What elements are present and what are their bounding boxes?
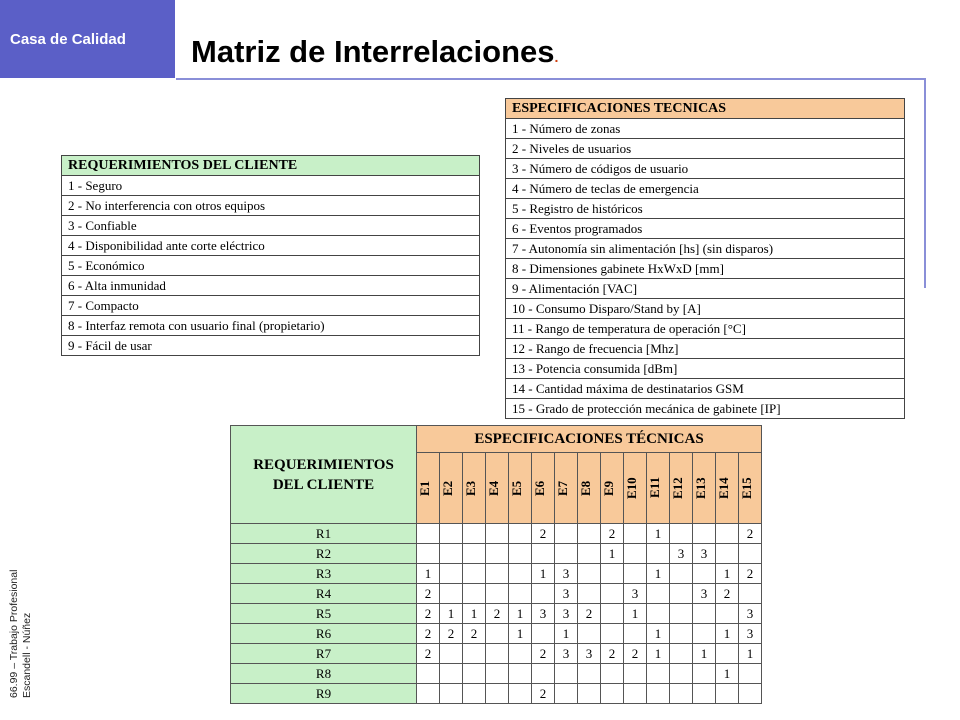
matrix-column-label: E7 [555, 453, 577, 523]
matrix-cell: 1 [440, 604, 463, 624]
matrix-column-header [670, 453, 693, 524]
matrix-cell: 1 [647, 624, 670, 644]
matrix-cell [739, 544, 762, 564]
matrix-column-label: E15 [739, 453, 761, 523]
matrix-cell: 1 [739, 644, 762, 664]
matrix-cell [624, 524, 647, 544]
specification-row [506, 119, 905, 139]
matrix-cell [440, 544, 463, 564]
interrelation-matrix [230, 425, 762, 704]
matrix-header-row [231, 426, 762, 453]
matrix-cell [693, 564, 716, 584]
matrix-cell [440, 644, 463, 664]
matrix-row-label: R5 [231, 604, 417, 624]
matrix-cell: 1 [601, 544, 624, 564]
page-title-dot: . [554, 49, 559, 65]
matrix-column-label: E13 [693, 453, 715, 523]
matrix-cell: 3 [670, 544, 693, 564]
matrix-cell [440, 684, 463, 704]
requirement-row [62, 256, 480, 276]
matrix-row-label: R8 [231, 664, 417, 684]
matrix-cell [601, 624, 624, 644]
matrix-row [231, 524, 762, 544]
specification-row [506, 279, 905, 299]
matrix-cell [624, 624, 647, 644]
matrix-row [231, 584, 762, 604]
matrix-cell: 2 [417, 584, 440, 604]
specification-item: 15 - Grado de protección mecánica de gabinete [IP] [506, 399, 905, 419]
matrix-cell: 2 [486, 604, 509, 624]
matrix-cell [716, 684, 739, 704]
specifications-header-row [506, 99, 905, 119]
matrix-cell [670, 684, 693, 704]
matrix-cell: 2 [440, 624, 463, 644]
matrix-cell [532, 544, 555, 564]
matrix-cell [440, 664, 463, 684]
specification-item: 12 - Rango de frecuencia [Mhz] [506, 339, 905, 359]
requirement-row [62, 296, 480, 316]
matrix-cell [509, 684, 532, 704]
specification-item: 8 - Dimensiones gabinete HxWxD [mm] [506, 259, 905, 279]
footer-course: 66.99 – Trabajo Profesional [8, 569, 20, 698]
matrix-row [231, 564, 762, 584]
matrix-column-label: E1 [417, 453, 439, 523]
specification-item: 9 - Alimentación [VAC] [506, 279, 905, 299]
matrix-cell [601, 684, 624, 704]
requirements-header-row [62, 156, 480, 176]
matrix-cell [578, 684, 601, 704]
page-title-text: Matriz de Interrelaciones [191, 34, 555, 69]
matrix-cell [509, 644, 532, 664]
matrix-cell [647, 604, 670, 624]
matrix-cell [670, 664, 693, 684]
specification-row [506, 219, 905, 239]
matrix-cell: 3 [739, 604, 762, 624]
matrix-spec-header: ESPECIFICACIONES TÉCNICAS [417, 426, 762, 453]
specification-item: 5 - Registro de históricos [506, 199, 905, 219]
matrix-cell [463, 524, 486, 544]
matrix-cell: 2 [532, 524, 555, 544]
requirement-row [62, 216, 480, 236]
matrix-cell [486, 684, 509, 704]
matrix-column-header [463, 453, 486, 524]
matrix-column-header [739, 453, 762, 524]
matrix-column-label: E8 [578, 453, 600, 523]
matrix-cell: 2 [417, 604, 440, 624]
matrix-cell: 1 [509, 624, 532, 644]
matrix-cell [463, 664, 486, 684]
matrix-cell [601, 564, 624, 584]
matrix-column-label: E6 [532, 453, 554, 523]
specification-row [506, 179, 905, 199]
specification-row [506, 239, 905, 259]
matrix-cell: 3 [693, 544, 716, 564]
matrix-cell [716, 644, 739, 664]
page-title [191, 34, 558, 70]
matrix-cell [532, 664, 555, 684]
matrix-row-label: R7 [231, 644, 417, 664]
right-divider [924, 78, 926, 288]
specification-row [506, 339, 905, 359]
requirement-item: 7 - Compacto [62, 296, 480, 316]
matrix-cell [670, 624, 693, 644]
matrix-row-label: R6 [231, 624, 417, 644]
matrix-cell [647, 584, 670, 604]
matrix-row-label: R4 [231, 584, 417, 604]
matrix-cell [532, 584, 555, 604]
matrix-row-label: R9 [231, 684, 417, 704]
matrix-cell: 3 [693, 584, 716, 604]
matrix-cell: 3 [555, 584, 578, 604]
specification-row [506, 319, 905, 339]
matrix-cell [555, 544, 578, 564]
specification-row [506, 159, 905, 179]
requirement-item: 4 - Disponibilidad ante corte eléctrico [62, 236, 480, 256]
requirement-item: 8 - Interfaz remota con usuario final (propietario) [62, 316, 480, 336]
specification-item: 6 - Eventos programados [506, 219, 905, 239]
matrix-cell [486, 524, 509, 544]
matrix-column-label: E12 [670, 453, 692, 523]
specifications-title: ESPECIFICACIONES TECNICAS [506, 99, 905, 119]
matrix-cell: 1 [624, 604, 647, 624]
matrix-cell [486, 664, 509, 684]
matrix-cell [716, 604, 739, 624]
matrix-cell [417, 684, 440, 704]
requirements-title: REQUERIMIENTOS DEL CLIENTE [62, 156, 480, 176]
matrix-row [231, 624, 762, 644]
matrix-cell [417, 544, 440, 564]
matrix-cell [670, 564, 693, 584]
matrix-column-header [486, 453, 509, 524]
matrix-cell: 1 [716, 624, 739, 644]
specification-row [506, 199, 905, 219]
specification-item: 3 - Número de códigos de usuario [506, 159, 905, 179]
matrix-cell [601, 604, 624, 624]
matrix-cell [509, 664, 532, 684]
matrix-row [231, 644, 762, 664]
matrix-cell [693, 664, 716, 684]
matrix-cell [578, 664, 601, 684]
matrix-cell [509, 524, 532, 544]
matrix-cell [509, 564, 532, 584]
matrix-column-label: E11 [647, 453, 669, 523]
specification-item: 10 - Consumo Disparo/Stand by [A] [506, 299, 905, 319]
requirement-item: 9 - Fácil de usar [62, 336, 480, 356]
matrix-cell [624, 564, 647, 584]
specification-item: 7 - Autonomía sin alimentación [hs] (sin disparos) [506, 239, 905, 259]
matrix-cell [463, 644, 486, 664]
matrix-column-header [716, 453, 739, 524]
matrix-column-header [578, 453, 601, 524]
matrix-cell: 1 [693, 644, 716, 664]
matrix-cell [647, 664, 670, 684]
matrix-cell [693, 524, 716, 544]
matrix-row [231, 684, 762, 704]
matrix-cell [716, 524, 739, 544]
requirement-item: 5 - Económico [62, 256, 480, 276]
matrix-cell [486, 644, 509, 664]
matrix-cell [578, 624, 601, 644]
matrix-cell [624, 664, 647, 684]
matrix-cell: 1 [532, 564, 555, 584]
specification-item: 2 - Niveles de usuarios [506, 139, 905, 159]
matrix-cell: 2 [624, 644, 647, 664]
matrix-cell: 2 [532, 644, 555, 664]
matrix-cell: 3 [624, 584, 647, 604]
matrix-row [231, 664, 762, 684]
footer-authors: Escandell - Núñez [21, 612, 33, 698]
matrix-corner-line2: DEL CLIENTE [272, 476, 375, 493]
matrix-row-label: R1 [231, 524, 417, 544]
matrix-cell: 1 [647, 564, 670, 584]
requirement-item: 6 - Alta inmunidad [62, 276, 480, 296]
matrix-cell: 2 [532, 684, 555, 704]
specification-row [506, 139, 905, 159]
matrix-column-header [532, 453, 555, 524]
matrix-cell [555, 524, 578, 544]
matrix-cell [578, 584, 601, 604]
matrix-cell [463, 544, 486, 564]
matrix-column-header [440, 453, 463, 524]
matrix-cell [509, 584, 532, 604]
matrix-cell: 1 [555, 624, 578, 644]
matrix-column-label: E3 [463, 453, 485, 523]
matrix-cell: 1 [716, 564, 739, 584]
title-divider [176, 78, 926, 80]
matrix-cell [578, 564, 601, 584]
specification-row [506, 359, 905, 379]
matrix-row-label: R3 [231, 564, 417, 584]
matrix-cell: 3 [555, 564, 578, 584]
matrix-cell [670, 604, 693, 624]
matrix-column-label: E14 [716, 453, 738, 523]
specification-row [506, 259, 905, 279]
matrix-cell [693, 604, 716, 624]
matrix-cell [486, 624, 509, 644]
matrix-cell [601, 664, 624, 684]
matrix-cell [486, 584, 509, 604]
matrix-column-label: E4 [486, 453, 508, 523]
matrix-cell [440, 564, 463, 584]
specification-item: 1 - Número de zonas [506, 119, 905, 139]
matrix-cell [624, 544, 647, 564]
matrix-column-header [601, 453, 624, 524]
matrix-cell [647, 684, 670, 704]
matrix-cell [532, 624, 555, 644]
matrix-cell [624, 684, 647, 704]
matrix-corner-line1: REQUERIMIENTOS [253, 456, 394, 473]
matrix-cell [739, 684, 762, 704]
matrix-cell [716, 544, 739, 564]
matrix-cell [670, 644, 693, 664]
matrix-row-label: R2 [231, 544, 417, 564]
matrix-row [231, 544, 762, 564]
matrix-corner [231, 426, 417, 524]
matrix-cell: 3 [555, 604, 578, 624]
matrix-cell [555, 664, 578, 684]
requirement-item: 3 - Confiable [62, 216, 480, 236]
requirement-row [62, 176, 480, 196]
matrix-column-label: E2 [440, 453, 462, 523]
matrix-cell [555, 684, 578, 704]
matrix-column-header [555, 453, 578, 524]
section-tag-label: Casa de Calidad [10, 31, 126, 48]
matrix-cell [670, 584, 693, 604]
matrix-cell [417, 664, 440, 684]
requirement-row [62, 276, 480, 296]
matrix-cell [509, 544, 532, 564]
matrix-cell: 2 [716, 584, 739, 604]
matrix-cell [693, 684, 716, 704]
matrix-cell [463, 684, 486, 704]
matrix-cell [739, 584, 762, 604]
matrix-cell: 3 [739, 624, 762, 644]
matrix-cell: 3 [578, 644, 601, 664]
matrix-column-header [624, 453, 647, 524]
matrix-cell: 3 [532, 604, 555, 624]
matrix-cell [486, 544, 509, 564]
matrix-cell [463, 564, 486, 584]
matrix-cell [578, 524, 601, 544]
specification-item: 13 - Potencia consumida [dBm] [506, 359, 905, 379]
matrix-column-header [509, 453, 532, 524]
requirement-item: 1 - Seguro [62, 176, 480, 196]
matrix-cell [601, 584, 624, 604]
matrix-cell: 2 [739, 524, 762, 544]
matrix-row [231, 604, 762, 624]
matrix-cell [486, 564, 509, 584]
matrix-cell [739, 664, 762, 684]
requirement-item: 2 - No interferencia con otros equipos [62, 196, 480, 216]
matrix-column-label: E5 [509, 453, 531, 523]
specification-row [506, 379, 905, 399]
requirement-row [62, 196, 480, 216]
matrix-cell [440, 524, 463, 544]
matrix-cell: 1 [647, 524, 670, 544]
footer-credits [8, 570, 34, 698]
matrix-column-header [417, 453, 440, 524]
matrix-cell: 3 [555, 644, 578, 664]
specification-item: 4 - Número de teclas de emergencia [506, 179, 905, 199]
matrix-cell: 2 [417, 644, 440, 664]
matrix-cell [417, 524, 440, 544]
matrix-cell: 2 [463, 624, 486, 644]
specification-item: 14 - Cantidad máxima de destinatarios GSM [506, 379, 905, 399]
matrix-cell [693, 624, 716, 644]
matrix-cell: 1 [463, 604, 486, 624]
specification-row [506, 299, 905, 319]
matrix-cell: 1 [647, 644, 670, 664]
matrix-column-label: E10 [624, 453, 646, 523]
matrix-cell: 2 [739, 564, 762, 584]
matrix-column-header [647, 453, 670, 524]
matrix-column-header [693, 453, 716, 524]
matrix-cell: 1 [417, 564, 440, 584]
specification-item: 11 - Rango de temperatura de operación [°C] [506, 319, 905, 339]
requirement-row [62, 316, 480, 336]
section-tag [0, 0, 175, 78]
matrix-cell: 2 [601, 644, 624, 664]
specifications-table [505, 98, 905, 419]
matrix-column-label: E9 [601, 453, 623, 523]
matrix-cell: 1 [509, 604, 532, 624]
matrix-cell [578, 544, 601, 564]
matrix-cell: 2 [417, 624, 440, 644]
matrix-cell: 1 [716, 664, 739, 684]
matrix-cell: 2 [578, 604, 601, 624]
matrix-cell [670, 524, 693, 544]
requirements-table [61, 155, 480, 356]
requirement-row [62, 336, 480, 356]
requirement-row [62, 236, 480, 256]
matrix-cell [647, 544, 670, 564]
matrix-cell: 2 [601, 524, 624, 544]
matrix-cell [440, 584, 463, 604]
specification-row [506, 399, 905, 419]
matrix-cell [463, 584, 486, 604]
